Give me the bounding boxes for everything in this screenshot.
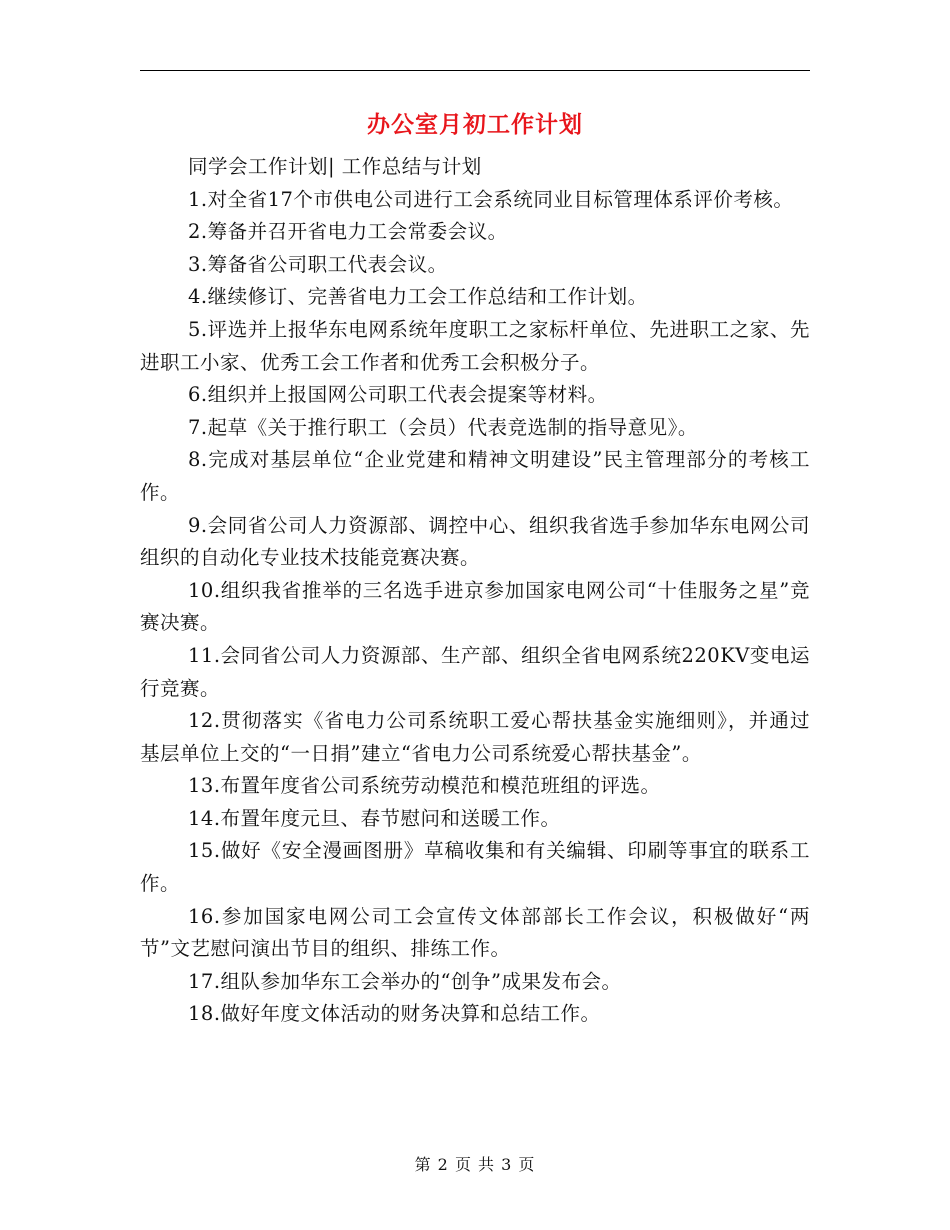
list-item: 2.筹备并召开省电力工会常委会议。 [188, 220, 508, 244]
document-body [140, 151, 810, 1031]
list-item: 5.评选并上报华东电网系统年度职工之家标杆单位、先进职工之家、先进职工小家、优秀工会工作者和优秀工会积极分子。 [140, 317, 810, 374]
document-subtitle: 同学会工作计划| 工作总结与计划 [188, 155, 482, 178]
list-item: 3.筹备省公司职工代表会议。 [188, 252, 448, 276]
list-item: 17.组队参加华东工会举办的“创争”成果发布会。 [188, 969, 622, 993]
list-item: 12.贯彻落实《省电力公司系统职工爱心帮扶基金实施细则》，并通过基层单位上交的“一日捐”建立“省电力公司系统爱心帮扶基金”。 [140, 709, 810, 765]
list-item: 9.会同省公司人力资源部、调控中心、组织我省选手参加华东电网公司组织的自动化专业技术技能竞赛决赛。 [140, 513, 810, 570]
list-item: 4.继续修订、完善省电力工会工作总结和工作计划。 [188, 285, 648, 309]
list-item: 8.完成对基层单位“企业党建和精神文明建设”民主管理部分的考核工作。 [140, 448, 810, 504]
list-item: 10.组织我省推举的三名选手进京参加国家电网公司“十佳服务之星”竞赛决赛。 [140, 578, 810, 635]
header-rule [140, 70, 810, 71]
list-item: 18.做好年度文体活动的财务决算和总结工作。 [188, 1002, 601, 1026]
list-item: 11.会同省公司人力资源部、生产部、组织全省电网系统220KV变电运行竞赛。 [140, 643, 810, 700]
page-number: 第 2 页 共 3 页 [414, 1155, 536, 1174]
list-item: 16.参加国家电网公司工会宣传文体部部长工作会议，积极做好“两节”文艺慰问演出节目的组织、排练工作。 [140, 904, 810, 961]
list-item: 13.布置年度省公司系统劳动模范和模范班组的评选。 [188, 774, 661, 798]
list-item: 6.组织并上报国网公司职工代表会提案等材料。 [188, 383, 608, 407]
list-item: 14.布置年度元旦、春节慰问和送暖工作。 [188, 806, 561, 830]
list-item: 7.起草《关于推行职工（会员）代表竞选制的指导意见》。 [188, 415, 698, 439]
document-title: 办公室月初工作计划 [367, 111, 583, 138]
list-item: 15.做好《安全漫画图册》草稿收集和有关编辑、印刷等事宜的联系工作。 [140, 839, 810, 896]
list-item: 1.对全省17个市供电公司进行工会系统同业目标管理体系评价考核。 [188, 187, 794, 211]
